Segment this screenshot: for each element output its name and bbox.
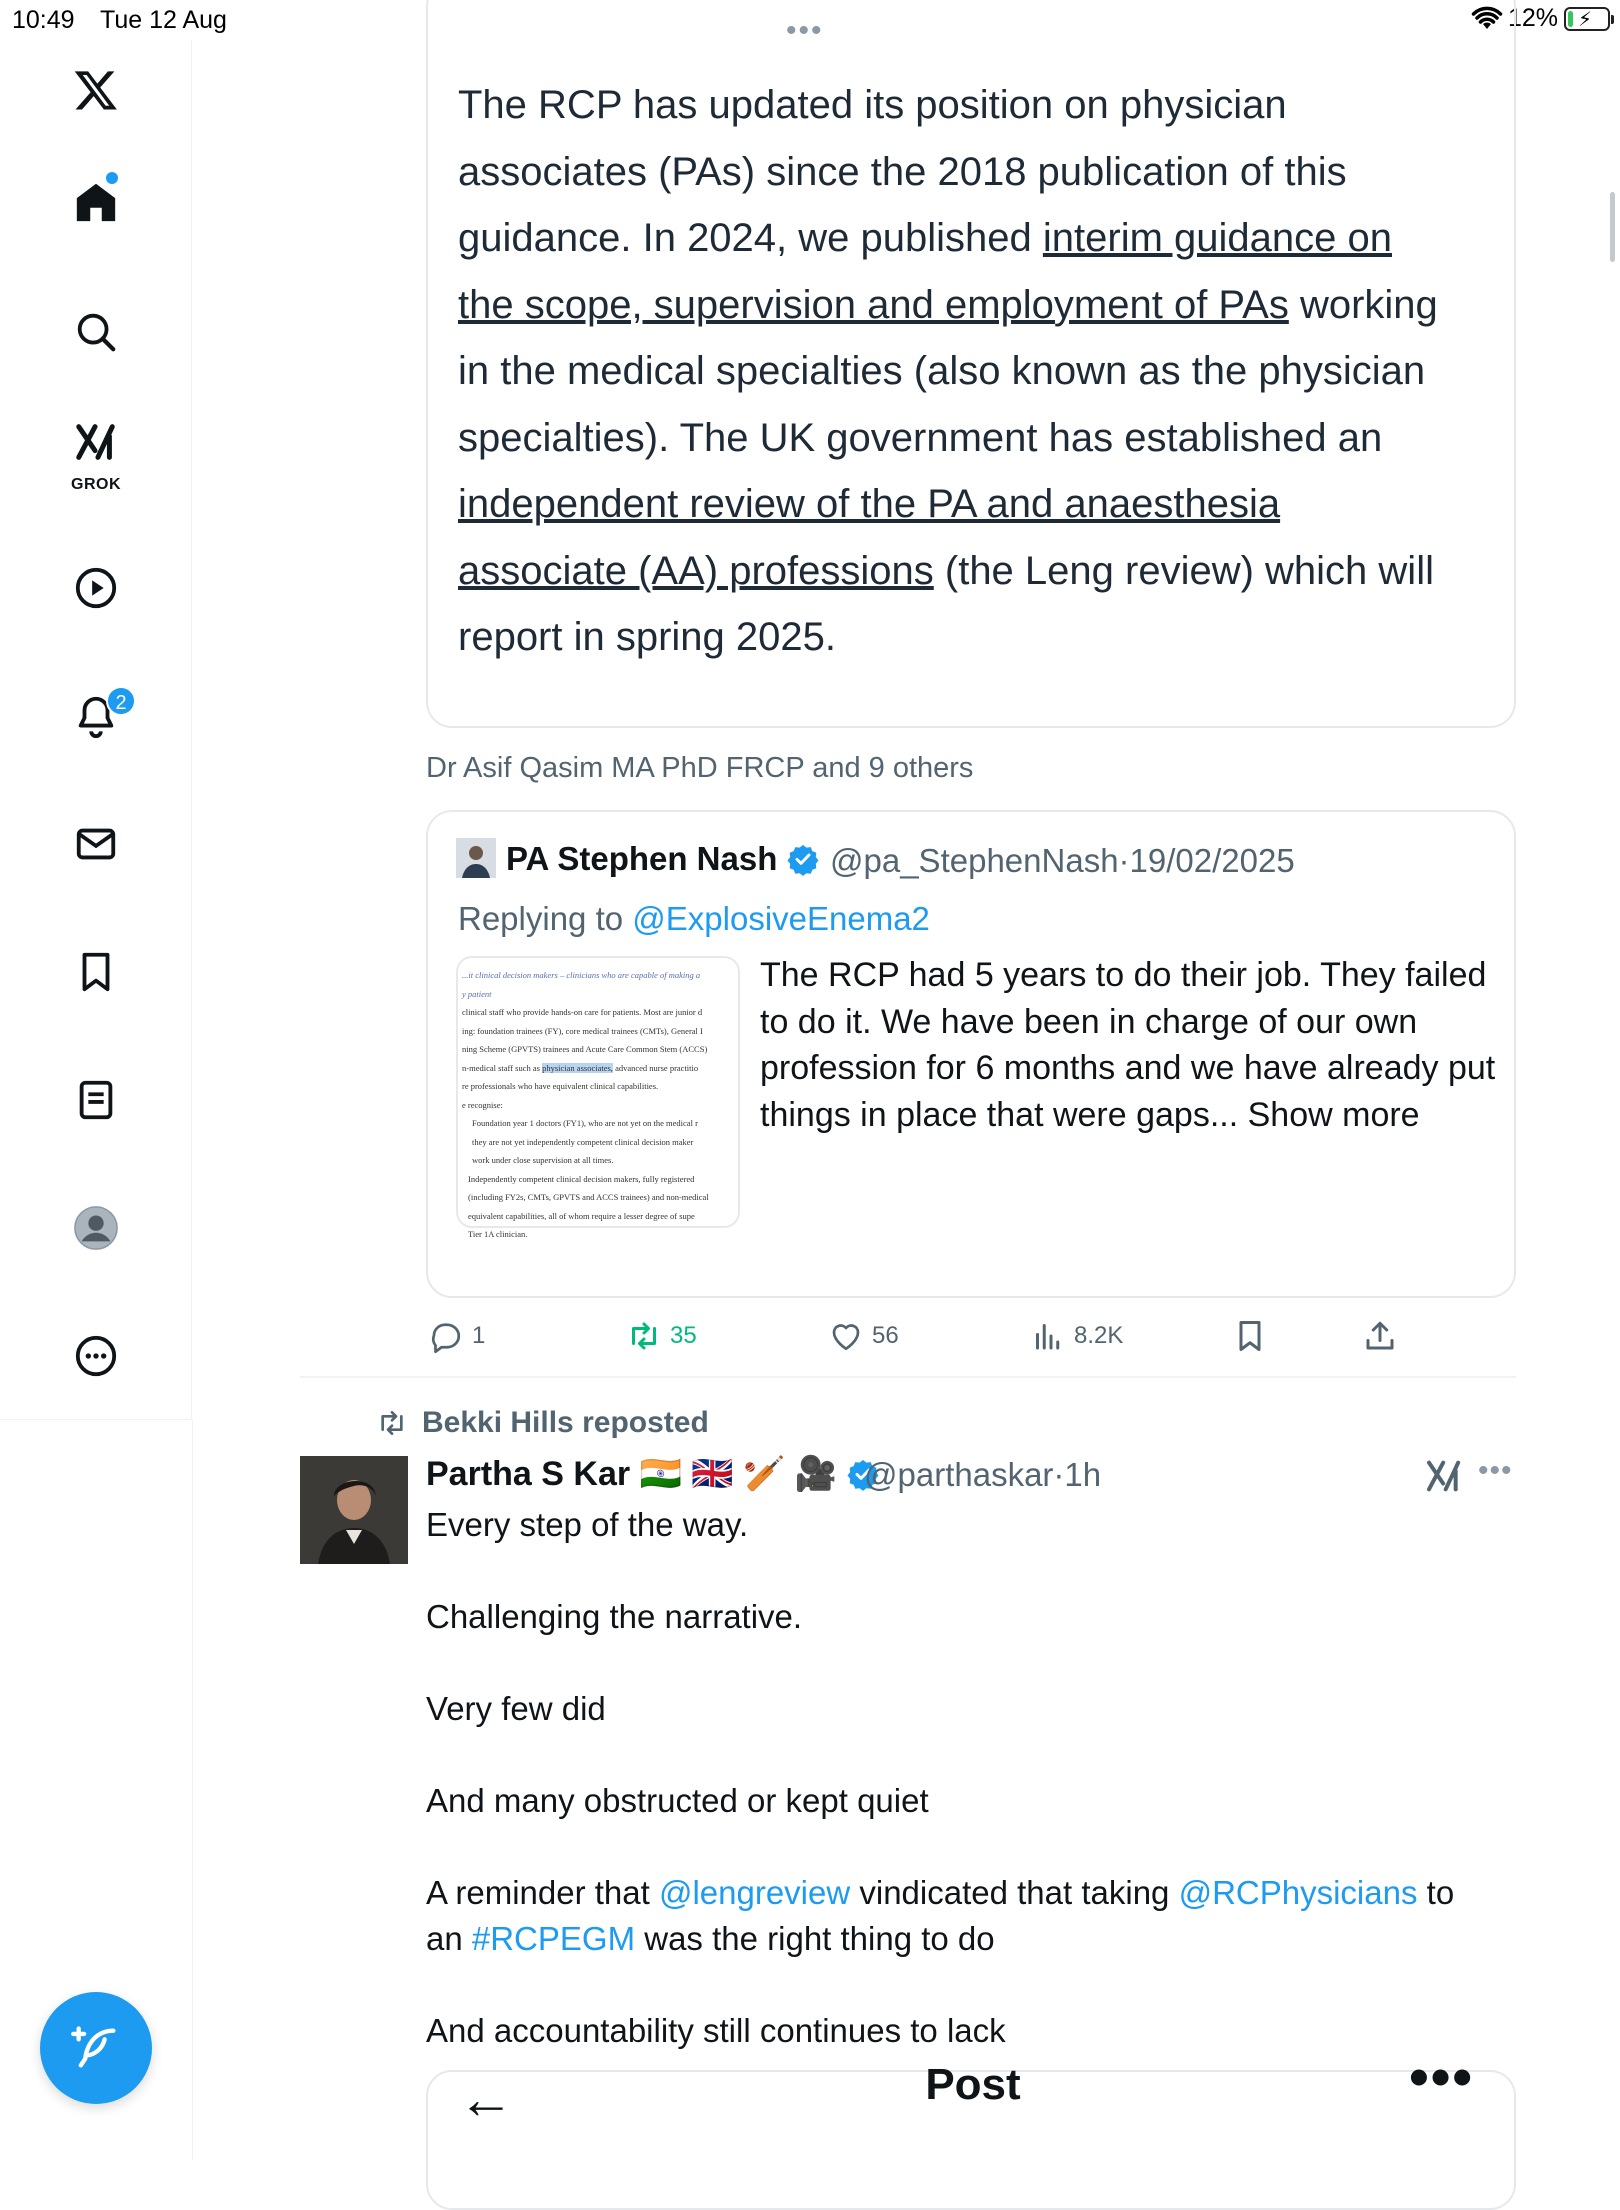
replying-to: [458, 900, 930, 938]
post-text-span: an: [426, 1920, 472, 1957]
more-dots-icon: •••: [786, 14, 824, 47]
thumb-span: n-medical staff such as: [462, 1062, 543, 1073]
thumb-line: [462, 1059, 734, 1078]
notifications-badge: 2: [106, 686, 136, 716]
compose-button[interactable]: [40, 1992, 152, 2104]
home-notification-dot: [106, 172, 118, 184]
thumb-line: Foundation year 1 doctors (FY1), who are not yet on the medical r: [472, 1118, 698, 1128]
post-author-handle[interactable]: @parthaskar·1h: [864, 1456, 1102, 1493]
battery-percent: 12%: [1507, 4, 1558, 32]
likers-summary[interactable]: Dr Asif Qasim MA PhD FRCP and 9 others: [426, 752, 974, 784]
lists-icon[interactable]: [56, 1060, 136, 1140]
home-icon[interactable]: [56, 162, 136, 242]
post-text-span: A reminder that: [426, 1874, 659, 1911]
repost-icon: [626, 1318, 662, 1354]
interim-guidance-link-cont[interactable]: the scope, supervision and employment of PAs: [458, 282, 1289, 327]
lengreview-mention-link[interactable]: @lengreview: [658, 1874, 851, 1911]
avatar[interactable]: [300, 1456, 408, 1564]
quote-author-name[interactable]: [506, 840, 819, 878]
thumb-line: clinical staff who provide hands-on care for patients. Most are junior d: [462, 1007, 703, 1017]
avatar[interactable]: [456, 838, 496, 878]
bookmarks-icon[interactable]: [56, 932, 136, 1012]
article-line: associates (PAs) since the 2018 publication of this: [458, 149, 1347, 194]
views-button[interactable]: [1030, 1316, 1123, 1356]
like-button[interactable]: [828, 1316, 899, 1356]
thumb-line: ing: foundation trainees (FY), core medical trainees (CMTs), General I: [462, 1025, 703, 1036]
article-text-span: (the Leng review) which will: [933, 548, 1434, 593]
post-more-button[interactable]: •••: [1478, 1454, 1513, 1487]
thumb-line: e recognise:: [462, 1099, 503, 1110]
back-arrow-icon[interactable]: ←: [458, 2067, 514, 2130]
thumb-line: work under close supervision at all times.: [472, 1155, 614, 1165]
post-text-line: And many obstructed or kept quiet: [426, 1782, 929, 1819]
thumb-line: Independently competent clinical decision makers, fully registered: [468, 1173, 695, 1184]
post-text-line: [426, 1874, 1454, 1912]
thumb-highlight: physician associates,: [542, 1062, 613, 1073]
post-author-name-text: Partha S Kar 🇮🇳 🇬🇧 🏏 🎥: [426, 1455, 838, 1493]
post-text-line: Very few did: [426, 1690, 606, 1727]
post-text-line: And accountability still continues to lack: [426, 2012, 1006, 2049]
share-button[interactable]: [1362, 1316, 1398, 1356]
post-author-name[interactable]: [426, 1454, 879, 1494]
article-line: [458, 538, 1488, 605]
grok-explain-button[interactable]: [1424, 1456, 1464, 1496]
post-text-span: vindicated that taking: [850, 1874, 1179, 1911]
quote-image-thumbnail[interactable]: [456, 956, 740, 1239]
bookmark-button[interactable]: [1232, 1316, 1268, 1356]
more-icon[interactable]: [56, 1316, 136, 1396]
article-text-span: guidance. In 2024, we published: [458, 216, 1043, 260]
quote-author-name-text: PA Stephen Nash: [506, 840, 778, 877]
replying-mention-link[interactable]: @ExplosiveEnema2: [632, 900, 930, 937]
like-count: 56: [872, 1322, 899, 1349]
messages-icon[interactable]: [56, 804, 136, 884]
article-text-span: working: [1288, 282, 1438, 327]
article-line: specialties). The UK government has established an: [458, 415, 1383, 460]
reposted-by-text: Bekki Hills reposted: [422, 1406, 709, 1439]
charging-bolt-icon: ⚡: [1578, 8, 1593, 31]
status-time: 10:49: [12, 6, 75, 34]
article-line: [458, 205, 1488, 272]
status-date: Tue 12 Aug: [100, 6, 227, 34]
quote-author-handle[interactable]: @pa_StephenNash·19/02/2025: [830, 842, 1295, 879]
article-text: [458, 72, 1488, 671]
thumb-span: advanced nurse practitio: [612, 1062, 699, 1073]
views-count: 8.2K: [1074, 1322, 1124, 1349]
bookmark-icon: [1232, 1318, 1268, 1354]
sidebar-divider: [192, 1420, 193, 2160]
share-icon: [1362, 1318, 1398, 1354]
reposted-by[interactable]: [376, 1406, 709, 1440]
article-line: [458, 272, 1488, 339]
scrollbar[interactable]: [1610, 192, 1615, 262]
reply-count: 1: [472, 1322, 486, 1349]
thumb-line: they are not yet independently competent clinical decision maker: [472, 1136, 694, 1147]
quote-text[interactable]: The RCP had 5 years to do their job. They failed to do it. We have been in charge of our own profession for 6 months and we have already put things in place that were gaps... Show more: [760, 956, 1496, 1134]
battery-fill: [1568, 11, 1573, 27]
rcpegm-hashtag-link[interactable]: #RCPEGM: [471, 1920, 636, 1957]
article-line: The RCP has updated its position on physician: [458, 83, 1287, 127]
replying-label: Replying to: [458, 900, 633, 937]
x-logo-icon[interactable]: [56, 50, 136, 130]
article-line: [458, 471, 1488, 538]
post-text-line: [426, 1920, 995, 1958]
rcphysicians-mention-link[interactable]: @RCPhysicians: [1178, 1874, 1418, 1911]
article-line: in the medical specialties (also known as the physician: [458, 349, 1426, 393]
grok-icon: [1424, 1456, 1464, 1496]
battery-icon: [1564, 7, 1610, 31]
thumb-line: y patient: [462, 988, 492, 999]
thumb-line: equivalent capabilities, all of whom require a lesser degree of supe: [468, 1210, 695, 1221]
post-text-line: Every step of the way.: [426, 1506, 749, 1543]
search-icon[interactable]: [56, 292, 136, 372]
reply-button[interactable]: [428, 1316, 485, 1356]
interim-guidance-link[interactable]: interim guidance on: [1042, 216, 1392, 260]
overlay-more-icon[interactable]: •••: [1409, 2045, 1474, 2108]
post-text-span: was the right thing to do: [635, 1920, 995, 1957]
thumb-line: Tier 1A clinician.: [468, 1229, 528, 1239]
repost-button[interactable]: [626, 1316, 697, 1356]
verified-badge-icon: [787, 843, 819, 875]
thumb-line: ning Scheme (GPVTS) trainees and Acute Care Common Stem (ACCS): [462, 1044, 708, 1054]
reply-icon: [428, 1318, 464, 1354]
feather-plus-icon: [70, 2022, 122, 2074]
overlay-title: Post: [925, 2060, 1021, 2109]
repost-count: 35: [670, 1322, 697, 1349]
thumb-line: (including FY2s, CMTs, GPVTS and ACCS trainees) and non-medical: [468, 1192, 709, 1202]
video-icon[interactable]: [56, 548, 136, 628]
thumb-line: re professionals who have equivalent clinical capabilities.: [462, 1081, 659, 1091]
heart-icon: [828, 1318, 864, 1354]
post-text-span: to: [1417, 1874, 1455, 1911]
thumb-line: ...it clinical decision makers – clinicians who are capable of making a: [462, 970, 701, 980]
grok-icon[interactable]: [56, 412, 136, 472]
repost-icon: [376, 1407, 408, 1439]
article-line: report in spring 2025.: [458, 615, 837, 659]
profile-avatar-icon[interactable]: [56, 1188, 136, 1268]
post-divider: [300, 1376, 1516, 1378]
post-text-line: Challenging the narrative.: [426, 1598, 803, 1635]
embedded-post-card[interactable]: [426, 2045, 1516, 2210]
views-chart-icon: [1030, 1318, 1066, 1354]
independent-review-link[interactable]: independent review of the PA and anaesthesia: [458, 482, 1281, 526]
independent-review-link-cont[interactable]: associate (AA) professions: [458, 548, 934, 593]
grok-label: GROK: [71, 476, 121, 493]
